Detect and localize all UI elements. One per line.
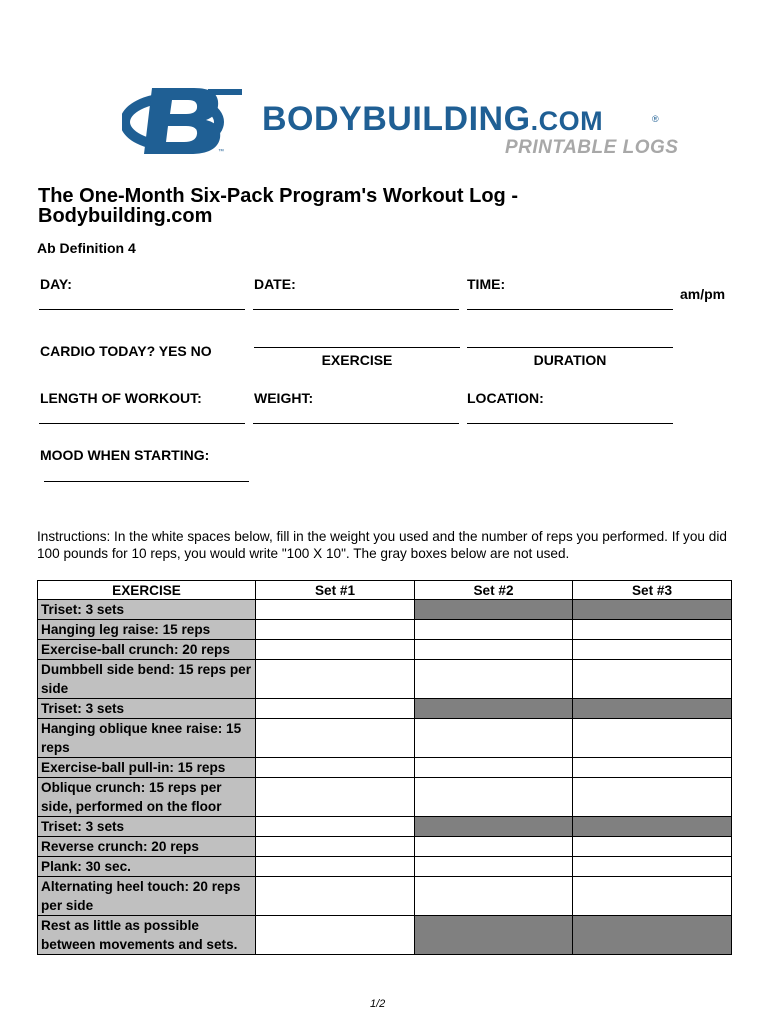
exercise-cell: Triset: 3 sets [38, 600, 256, 620]
brand-suffix: .COM [530, 106, 604, 136]
page-title: The One-Month Six-Pack Program's Workout Log - Bodybuilding.com [38, 185, 518, 227]
unused-cell [415, 916, 573, 955]
exercise-cell: Hanging oblique knee raise: 15 reps [38, 719, 256, 758]
set-3-entry-cell[interactable] [573, 857, 732, 877]
location-field[interactable] [467, 423, 673, 424]
weight-label: WEIGHT: [254, 390, 314, 406]
set-2-entry-cell[interactable] [415, 640, 573, 660]
table-row [38, 877, 732, 916]
set-3-entry-cell[interactable] [573, 778, 732, 817]
set-1-entry-cell[interactable] [256, 699, 415, 719]
duration-caption: DURATION [533, 352, 607, 368]
exercise-cell: Triset: 3 sets [38, 817, 256, 837]
set-3-entry-cell[interactable] [573, 837, 732, 857]
day-field[interactable] [39, 309, 245, 310]
set-1-entry-cell[interactable] [256, 778, 415, 817]
set-1-entry-cell[interactable] [256, 837, 415, 857]
header-exercise: EXERCISE [38, 581, 256, 600]
cardio-exercise-field[interactable] [254, 347, 460, 348]
brand-subtitle: PRINTABLE LOGS [505, 137, 679, 158]
set-2-entry-cell[interactable] [415, 660, 573, 699]
set-3-entry-cell[interactable] [573, 620, 732, 640]
table-row [38, 660, 732, 699]
exercise-cell: Reverse crunch: 20 reps [38, 837, 256, 857]
table-row [38, 857, 732, 877]
exercise-cell: Oblique crunch: 15 reps per side, performed on the floor [38, 778, 256, 817]
location-label: LOCATION: [467, 390, 544, 406]
length-field[interactable] [39, 423, 245, 424]
exercise-caption: EXERCISE [321, 352, 393, 368]
set-2-entry-cell[interactable] [415, 857, 573, 877]
set-3-entry-cell[interactable] [573, 758, 732, 778]
exercise-cell: Rest as little as possible between movements and sets. [38, 916, 256, 955]
table-row [38, 778, 732, 817]
set-1-entry-cell[interactable] [256, 620, 415, 640]
date-label: DATE: [254, 276, 296, 292]
table-row [38, 817, 732, 837]
set-2-entry-cell[interactable] [415, 620, 573, 640]
unused-cell [573, 699, 732, 719]
exercise-cell: Exercise-ball pull-in: 15 reps [38, 758, 256, 778]
header-set-1: Set #1 [256, 581, 415, 600]
set-1-entry-cell[interactable] [256, 758, 415, 778]
ampm-label: am/pm [680, 286, 726, 302]
set-1-entry-cell[interactable] [256, 660, 415, 699]
set-3-entry-cell[interactable] [573, 660, 732, 699]
weight-field[interactable] [253, 423, 459, 424]
exercise-cell: Triset: 3 sets [38, 699, 256, 719]
unused-cell [415, 600, 573, 620]
set-1-entry-cell[interactable] [256, 640, 415, 660]
set-1-entry-cell[interactable] [256, 877, 415, 916]
time-label: TIME: [467, 276, 506, 292]
page-number: 1/2 [370, 998, 386, 1010]
brand-wordmark [262, 100, 603, 139]
set-3-entry-cell[interactable] [573, 640, 732, 660]
set-3-entry-cell[interactable] [573, 877, 732, 916]
instructions-text: Instructions: In the white spaces below, fill in the weight you used and the number of reps you performed. If you did 100 pounds for 10 reps, you would write "100 X 10". The gray boxes below are not used. [37, 529, 727, 561]
table-row [38, 719, 732, 758]
unused-cell [573, 817, 732, 837]
set-1-entry-cell[interactable] [256, 600, 415, 620]
date-field[interactable] [253, 309, 459, 310]
table-row [38, 758, 732, 778]
header-set-3: Set #3 [573, 581, 732, 600]
cardio-duration-field[interactable] [467, 347, 673, 348]
exercise-cell: Exercise-ball crunch: 20 reps [38, 640, 256, 660]
table-row [38, 600, 732, 620]
table-row [38, 837, 732, 857]
unused-cell [573, 916, 732, 955]
cardio-label: CARDIO TODAY? YES NO [40, 343, 212, 359]
page-subtitle: Ab Definition 4 [37, 240, 136, 256]
length-label: LENGTH OF WORKOUT: [40, 390, 202, 406]
workout-log-table [37, 580, 732, 955]
set-2-entry-cell[interactable] [415, 778, 573, 817]
set-1-entry-cell[interactable] [256, 817, 415, 837]
set-2-entry-cell[interactable] [415, 877, 573, 916]
unused-cell [415, 817, 573, 837]
mood-field[interactable] [44, 481, 249, 482]
day-label: DAY: [40, 276, 72, 292]
exercise-cell: Dumbbell side bend: 15 reps per side [38, 660, 256, 699]
registered-mark: ® [652, 114, 659, 124]
set-1-entry-cell[interactable] [256, 719, 415, 758]
time-field[interactable] [467, 309, 673, 310]
unused-cell [415, 699, 573, 719]
tm-mark: ™ [218, 149, 224, 155]
unused-cell [573, 600, 732, 620]
exercise-cell: Hanging leg raise: 15 reps [38, 620, 256, 640]
table-row [38, 916, 732, 955]
set-1-entry-cell[interactable] [256, 916, 415, 955]
table-header-row [38, 581, 732, 600]
set-3-entry-cell[interactable] [573, 719, 732, 758]
header-set-2: Set #2 [415, 581, 573, 600]
table-row [38, 640, 732, 660]
table-body [38, 600, 732, 955]
set-2-entry-cell[interactable] [415, 719, 573, 758]
table-row [38, 699, 732, 719]
table-row [38, 620, 732, 640]
set-2-entry-cell[interactable] [415, 837, 573, 857]
exercise-cell: Alternating heel touch: 20 reps per side [38, 877, 256, 916]
bodybuilding-b-logo-icon [122, 80, 246, 156]
mood-label: MOOD WHEN STARTING: [40, 447, 210, 463]
set-2-entry-cell[interactable] [415, 758, 573, 778]
exercise-cell: Plank: 30 sec. [38, 857, 256, 877]
brand-main: BODYBUILDING [262, 100, 531, 138]
set-1-entry-cell[interactable] [256, 857, 415, 877]
